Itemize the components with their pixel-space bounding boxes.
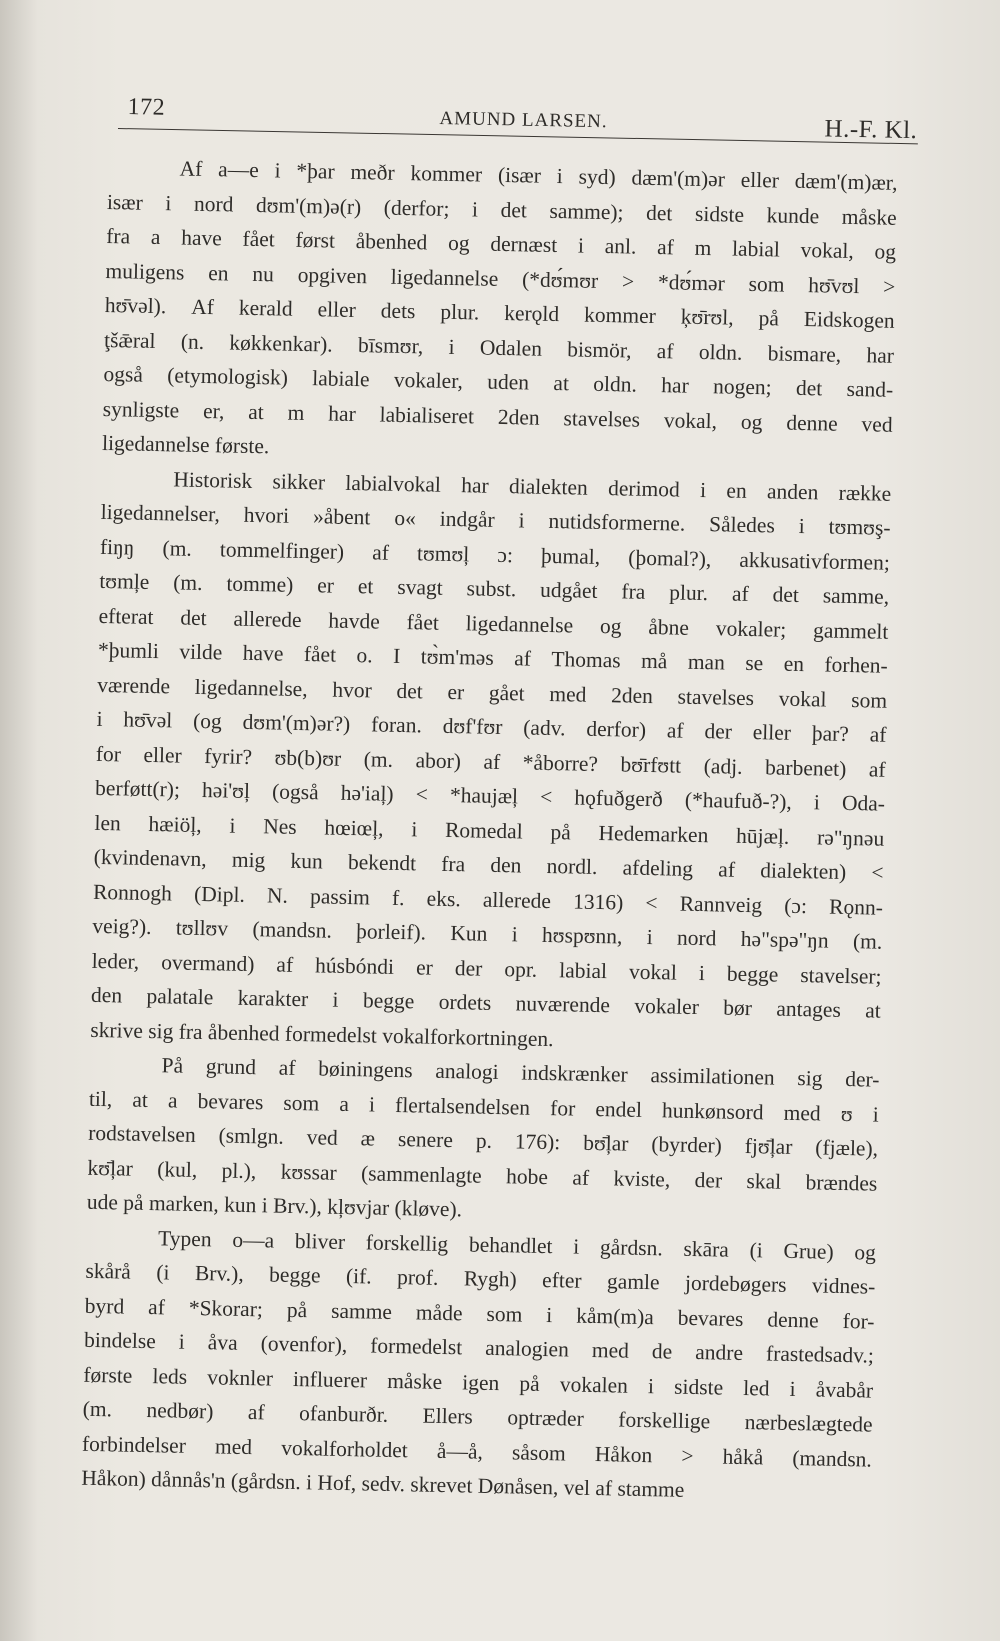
text-line: skårå (i Brv.), begge (if. prof. Rygh) efter gamle jordebøgers vidnes- bbox=[85, 1258, 876, 1299]
text-line: muligens en nu opgiven ligedannelse (*dʊ́mʊr > *dʊ́mər som hʊ̄vʊl > bbox=[105, 258, 896, 299]
page-number: 172 bbox=[127, 93, 166, 121]
text-line: rodstavelsen (smlgn. ved æ senere p. 176): bʊ̄ļar (byrder) fjʊ̄ļar (fjæle), bbox=[88, 1120, 879, 1161]
text-line: På grund af bøiningens analogi indskrænker assimilationen sig der- bbox=[161, 1053, 880, 1092]
text-line: kʊ̄ļar (kul, pl.), kʊssar (sammenlagte hobe af kviste, der skal brændes bbox=[87, 1155, 878, 1196]
text-line: fiŋŋ (m. tommelfinger) af tʊmʊļ ɔ: þumal, (þomal?), akkusativformen; bbox=[99, 534, 891, 575]
paragraph-p3 bbox=[87, 1047, 880, 1235]
paragraph-p2 bbox=[90, 460, 892, 1062]
text-line: Af a—e i *þar meðr kommer (især i syd) dæm'(m)ər eller dæm'(m)ær, bbox=[179, 156, 898, 195]
text-line: fra a have fået først åbenhed og dernæst i anl. af m labial vokal, og bbox=[106, 223, 897, 264]
text-line: især i nord dʊm'(m)ə(r) (derfor; i det samme); det sidste kunde måske bbox=[106, 189, 897, 230]
text-line: efterat det allerede havde fået ligedannelse og åbne vokaler; gammelt bbox=[98, 603, 889, 644]
text-line: ligedannelser, hvori »åbent o« indgår i nutidsformerne. Således i tʊmʊş- bbox=[100, 499, 891, 540]
text-line: også (etymologisk) labiale vokaler, uden at oldn. har nogen; det sand- bbox=[103, 361, 894, 402]
text-line: den palatale karakter i begge ordets nuværende vokaler bør antages at bbox=[90, 982, 882, 1023]
text-line: hʊ̄vəl). Af kerald eller dets plur. kerǫld kommer ķʊ̄rʊl, på Eidskogen bbox=[104, 292, 895, 333]
text-line: leder, overmand) af húsbóndi er der opr. labial vokal i begge stavelser; bbox=[91, 948, 882, 989]
text-line: ligedannelse første. bbox=[101, 430, 270, 459]
text-line: forbindelser med vokalforholdet å—å, såsom Håkon > håkå (mandsn. bbox=[81, 1431, 873, 1472]
running-header bbox=[127, 88, 918, 147]
running-title: AMUND LARSEN. bbox=[439, 107, 608, 133]
text-line: ude på marken, kun i Brv.), kļʊvjar (kløve). bbox=[86, 1189, 463, 1222]
paragraph-p1 bbox=[102, 150, 898, 476]
text-line: bindelse i åva (ovenfor), formedelst analogien med de andre frastedsadv.; bbox=[83, 1327, 875, 1368]
text-line: Ronnogh (Dipl. N. passim f. eks. allerede 1316) < Rannveig (ɔ: Rǫnn- bbox=[92, 879, 884, 920]
text-line: i hʊ̄vəl (og dʊm'(m)ər?) foran. dʊf'fʊr (adv. derfor) af der eller þar? af bbox=[96, 706, 887, 747]
text-line: len hæiöļ, i Nes hœiœļ, i Romedal på Hedemarken hūjæļ. rə"ŋnəu bbox=[94, 810, 885, 851]
paragraph-p4 bbox=[81, 1219, 876, 1511]
text-line: Typen o—a bliver forskellig behandlet i gårdsn. skāra (i Grue) og bbox=[157, 1225, 877, 1265]
text-line: Håkon) dånnås'n (gårdsn. i Hof, sedv. skrevet Dønåsen, vel af stamme bbox=[81, 1465, 685, 1502]
text-line: ţšǣral (n. køkkenkar). bīsmʊr, i Odalen bismör, af oldn. bismare, har bbox=[103, 327, 895, 368]
text-line: (kvindenavn, mig kun bekendt fra den nordl. afdeling af dialekten) < bbox=[93, 844, 884, 885]
text-line: veig?). tʊllʊv (mandsn. þorleif). Kun i hʊspʊnn, i nord hə"spə"ŋn (m. bbox=[92, 913, 883, 954]
text-line: skrive sig fra åbenhed formedelst vokalforkortningen. bbox=[90, 1017, 554, 1051]
text-line: for eller fyrir? ʊb(b)ʊr (m. abor) af *åborre? bʊ̄rfʊtt (adj. barbenet) af bbox=[95, 741, 886, 782]
section-label: H.-F. Kl. bbox=[824, 115, 918, 145]
text-line: berføtt(r); həi'ʊļ (også hə'iaļ) < *haujæļ < hǫfuðgerð (*haufuð-?), i Oda- bbox=[94, 775, 886, 816]
text-line: Historisk sikker labialvokal har dialekten derimod i en anden række bbox=[173, 466, 892, 506]
text-line: første leds voknler influerer måske igen på vokalen i sidste led i åvabår bbox=[83, 1362, 874, 1403]
text-line: tʊmļe (m. tomme) er et svagt subst. udgået fra plur. af det samme, bbox=[99, 568, 890, 609]
body-text bbox=[78, 150, 897, 1636]
text-line: (m. nedbør) af ofanburðr. Ellers optræder forskellige nærbeslægtede bbox=[82, 1396, 873, 1437]
text-line: *þumli vilde have fået o. I tʊ̀m'məs af Thomas må man se en forhen- bbox=[97, 637, 888, 678]
text-line: værende ligedannelse, hvor det er gået med 2den stavelses vokal som bbox=[97, 672, 888, 713]
text-line: til, at a bevares som a i flertalsendelsen for endel hunkønsord med ʊ i bbox=[88, 1086, 879, 1127]
text-line: synligste er, at m har labialiseret 2den stavelses vokal, og denne ved bbox=[102, 396, 893, 437]
text-line: byrd af *Skorar; på samme måde som i kåm(m)a bevares denne for- bbox=[84, 1293, 875, 1334]
